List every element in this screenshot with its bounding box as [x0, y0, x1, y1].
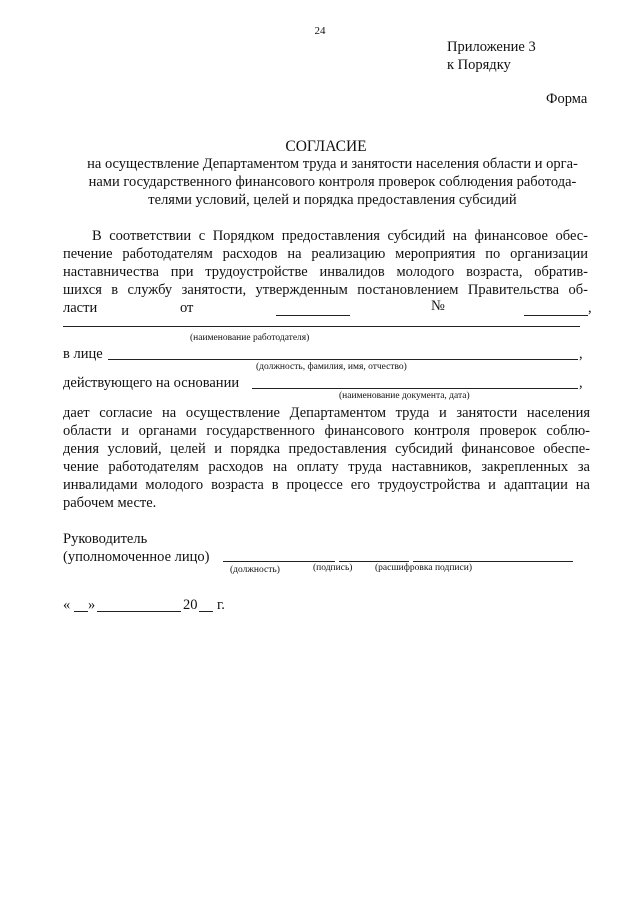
appendix-line-1: Приложение 3	[447, 39, 536, 55]
document-title: СОГЛАСИЕ	[285, 138, 367, 155]
in-person-label: в лице	[63, 346, 103, 362]
decree-date-field[interactable]	[276, 315, 350, 316]
page-number: 24	[314, 25, 326, 37]
consent-line-4: чение работодателям расходов на оплату труда наставников, закрепленных за	[63, 459, 590, 475]
date-month-field[interactable]	[97, 611, 181, 612]
in-person-field[interactable]	[108, 359, 578, 360]
consent-line-3: дения условий, целей и порядка предоставления субсидий финансовое обеспе-	[63, 441, 590, 457]
intro-line-1: В соответствии с Порядком предоставления субсидий на финансовое обес-	[92, 228, 588, 244]
caption-position: (должность)	[230, 565, 280, 575]
appendix-line-2: к Порядку	[447, 57, 511, 73]
date-close-quote: »	[88, 597, 96, 613]
signature-field[interactable]	[339, 561, 409, 562]
consent-line-6: рабочем месте.	[63, 495, 157, 511]
from-label: от	[180, 300, 194, 316]
consent-line-1: дает согласие на осуществление Департаментом труда и занятости населения	[63, 405, 590, 421]
employer-caption: (наименование работодателя)	[190, 333, 310, 343]
signature-position-field[interactable]	[223, 561, 335, 562]
date-open-quote: «	[63, 597, 71, 613]
in-person-comma: ,	[579, 346, 583, 362]
intro-line-4: шихся в службу занятости, утвержденным постановлением Правительства об-	[63, 282, 588, 298]
in-person-caption: (должность, фамилия, имя, отчество)	[256, 362, 407, 372]
basis-field[interactable]	[252, 388, 578, 389]
number-sign: №	[431, 298, 445, 314]
decree-number-field[interactable]	[524, 315, 588, 316]
signature-role-line-2: (уполномоченное лицо)	[63, 549, 210, 565]
date-century: 20	[183, 597, 198, 613]
region-comma: ,	[588, 300, 592, 316]
signature-name-field[interactable]	[413, 561, 573, 562]
form-label: Форма	[546, 91, 588, 107]
basis-label: действующего на основании	[63, 375, 240, 391]
caption-signature: (подпись)	[313, 563, 353, 573]
date-year-field[interactable]	[199, 611, 213, 612]
intro-line-2: печение работодателям расходов на реализацию мероприятия по организации	[63, 246, 588, 262]
title-sub-line-3: телями условий, целей и порядка предоставления субсидий	[148, 192, 517, 208]
basis-comma: ,	[579, 375, 583, 391]
title-sub-line-1: на осуществление Департаментом труда и занятости населения области и орга-	[87, 156, 578, 172]
caption-name: (расшифровка подписи)	[375, 563, 472, 573]
consent-line-2: области и органами государственного финансового контроля проверок соблю-	[63, 423, 590, 439]
consent-line-5: инвалидами молодого возраста в процессе его трудоустройства и адаптации на	[63, 477, 590, 493]
basis-caption: (наименование документа, дата)	[339, 391, 470, 401]
intro-line-3: наставничества при трудоустройстве инвалидов молодого возраста, обратив-	[63, 264, 588, 280]
date-day-field[interactable]	[74, 611, 88, 612]
date-suffix: г.	[217, 597, 225, 613]
employer-name-field[interactable]	[63, 326, 580, 327]
signature-role-line-1: Руководитель	[63, 531, 148, 547]
title-sub-line-2: нами государственного финансового контроля проверок соблюдения работода-	[88, 174, 577, 190]
region-word: ласти	[63, 300, 98, 316]
